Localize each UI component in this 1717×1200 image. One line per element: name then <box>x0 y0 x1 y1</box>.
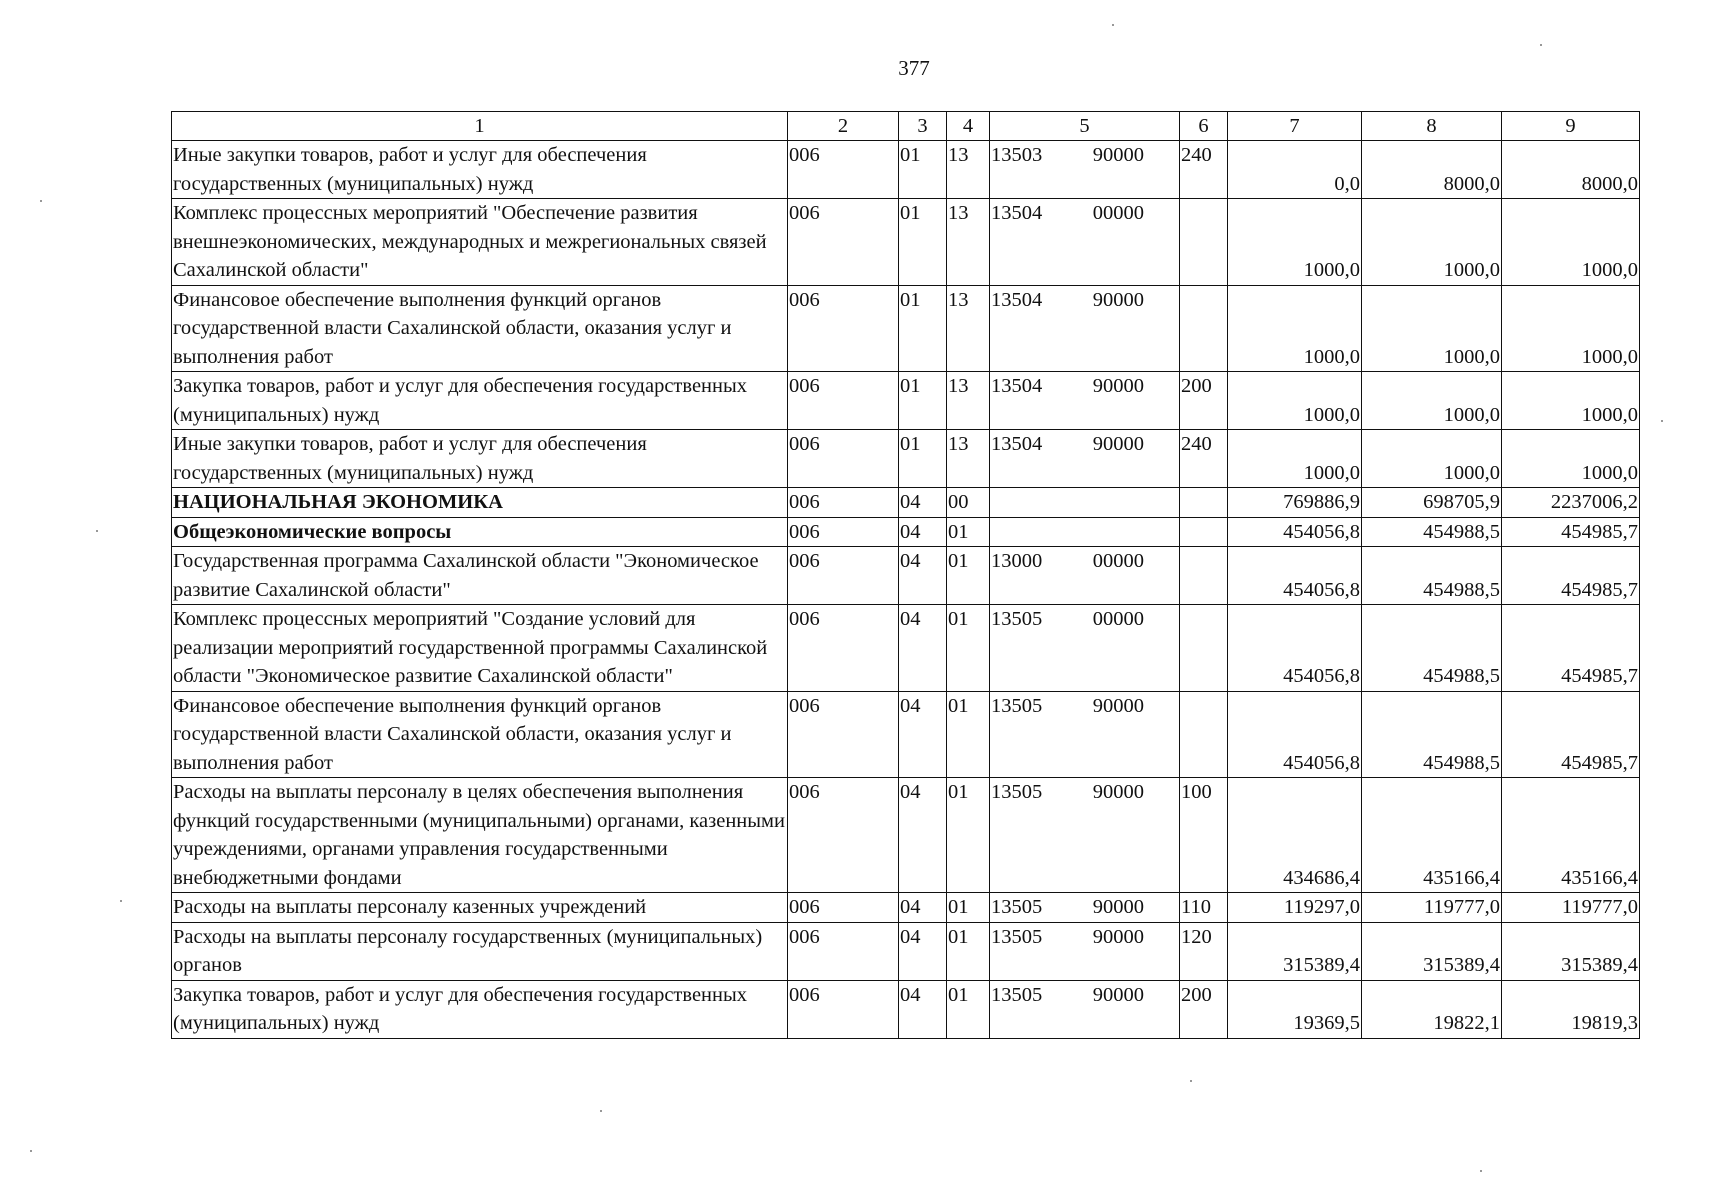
target-article-code <box>991 923 1178 952</box>
target-article-code <box>991 372 1178 401</box>
code-subsection: 01 <box>947 605 990 692</box>
code-administrator: 006 <box>788 141 899 199</box>
row-name: Финансовое обеспечение выполнения функций органов государственной власти Сахалинской области, оказания услуг и выполнения работ <box>172 285 788 372</box>
amount-year-3: 454985,7 <box>1502 691 1640 778</box>
code-section: 01 <box>899 285 947 372</box>
code-target-article <box>990 430 1180 488</box>
code-expense-type <box>1180 488 1228 518</box>
scan-speck <box>120 900 122 902</box>
code-target-article <box>990 922 1180 980</box>
scan-speck <box>30 1150 32 1152</box>
amount-year-2: 1000,0 <box>1362 199 1502 286</box>
header-row <box>172 112 1640 141</box>
code-administrator: 006 <box>788 893 899 923</box>
target-article-code <box>991 778 1178 807</box>
table-row <box>172 430 1640 488</box>
budget-table <box>171 111 1640 1039</box>
table-row <box>172 372 1640 430</box>
code-expense-type: 120 <box>1180 922 1228 980</box>
target-article-code <box>991 286 1178 315</box>
code-subsection: 01 <box>947 517 990 547</box>
code-expense-type: 200 <box>1180 980 1228 1038</box>
code-subsection: 13 <box>947 430 990 488</box>
target-article-program: 13504 <box>991 288 1043 311</box>
amount-year-1: 19369,5 <box>1228 980 1362 1038</box>
scan-speck <box>600 1110 602 1112</box>
code-subsection: 01 <box>947 980 990 1038</box>
amount-year-3: 8000,0 <box>1502 141 1640 199</box>
code-section: 04 <box>899 980 947 1038</box>
amount-year-1: 454056,8 <box>1228 691 1362 778</box>
amount-year-3: 454985,7 <box>1502 517 1640 547</box>
code-expense-type: 110 <box>1180 893 1228 923</box>
code-section: 01 <box>899 199 947 286</box>
row-name: Закупка товаров, работ и услуг для обеспечения государственных (муниципальных) нужд <box>172 980 788 1038</box>
amount-year-3: 1000,0 <box>1502 285 1640 372</box>
amount-year-1: 315389,4 <box>1228 922 1362 980</box>
amount-year-2: 1000,0 <box>1362 285 1502 372</box>
code-section: 01 <box>899 372 947 430</box>
header-cell: 1 <box>172 112 788 141</box>
amount-year-1: 1000,0 <box>1228 372 1362 430</box>
amount-year-2: 454988,5 <box>1362 691 1502 778</box>
code-target-article <box>990 691 1180 778</box>
target-article-program: 13505 <box>991 983 1043 1006</box>
header-cell: 5 <box>990 112 1180 141</box>
amount-year-2: 1000,0 <box>1362 372 1502 430</box>
code-expense-type: 100 <box>1180 778 1228 893</box>
code-section: 01 <box>899 141 947 199</box>
row-name: Расходы на выплаты персоналу в целях обеспечения выполнения функций государственными (муниципальными) органами, казенными учреждениями, органами управления государственными внебюджетными фондами <box>172 778 788 893</box>
amount-year-3: 1000,0 <box>1502 372 1640 430</box>
target-article-code <box>991 547 1178 576</box>
target-article-program: 13504 <box>991 202 1043 224</box>
amount-year-1: 119297,0 <box>1228 893 1362 923</box>
code-administrator: 006 <box>788 372 899 430</box>
table-row <box>172 199 1640 286</box>
amount-year-2: 19822,1 <box>1362 980 1502 1038</box>
header-cell: 6 <box>1180 112 1228 141</box>
scan-speck <box>40 200 42 202</box>
header-cell: 4 <box>947 112 990 141</box>
code-target-article <box>990 778 1180 893</box>
target-article-direction: 90000 <box>1092 375 1144 397</box>
row-name: Государственная программа Сахалинской области "Экономическое развитие Сахалинской области" <box>172 547 788 605</box>
code-section: 04 <box>899 922 947 980</box>
target-article-program: 13504 <box>991 433 1043 455</box>
code-expense-type <box>1180 605 1228 692</box>
code-subsection: 13 <box>947 285 990 372</box>
header-cell: 2 <box>788 112 899 141</box>
code-section: 04 <box>899 605 947 692</box>
code-subsection: 00 <box>947 488 990 518</box>
target-article-program: 13504 <box>991 375 1043 397</box>
row-name: Иные закупки товаров, работ и услуг для обеспечения государственных (муниципальных) нужд <box>172 430 788 488</box>
code-subsection: 01 <box>947 893 990 923</box>
amount-year-1: 454056,8 <box>1228 605 1362 692</box>
target-article-direction: 00000 <box>1092 202 1144 224</box>
amount-year-3: 1000,0 <box>1502 199 1640 286</box>
amount-year-2: 8000,0 <box>1362 141 1502 199</box>
target-article-program: 13505 <box>991 896 1043 918</box>
target-article-program: 13505 <box>991 608 1043 630</box>
target-article-program: 13505 <box>991 781 1043 803</box>
code-target-article <box>990 893 1180 923</box>
scan-speck <box>1540 44 1542 46</box>
target-article-code <box>991 199 1178 228</box>
row-name: НАЦИОНАЛЬНАЯ ЭКОНОМИКА <box>172 488 788 518</box>
code-expense-type: 200 <box>1180 372 1228 430</box>
row-name: Общеэкономические вопросы <box>172 517 788 547</box>
table-row <box>172 517 1640 547</box>
target-article-code <box>991 981 1178 1010</box>
code-target-article <box>990 547 1180 605</box>
amount-year-2: 119777,0 <box>1362 893 1502 923</box>
target-article-direction: 90000 <box>1092 781 1144 803</box>
amount-year-1: 1000,0 <box>1228 285 1362 372</box>
code-administrator: 006 <box>788 778 899 893</box>
amount-year-1: 454056,8 <box>1228 547 1362 605</box>
row-name: Комплекс процессных мероприятий "Создание условий для реализации мероприятий государственной программы Сахалинской области "Экономическое развитие Сахалинской области" <box>172 605 788 692</box>
code-subsection: 13 <box>947 372 990 430</box>
table-row <box>172 285 1640 372</box>
code-administrator: 006 <box>788 605 899 692</box>
code-expense-type: 240 <box>1180 141 1228 199</box>
table-row <box>172 778 1640 893</box>
amount-year-3: 2237006,2 <box>1502 488 1640 518</box>
code-section: 04 <box>899 778 947 893</box>
code-administrator: 006 <box>788 517 899 547</box>
code-subsection: 01 <box>947 691 990 778</box>
code-target-article <box>990 199 1180 286</box>
code-target-article <box>990 605 1180 692</box>
table-row <box>172 488 1640 518</box>
target-article-direction: 90000 <box>1092 288 1144 311</box>
amount-year-3: 119777,0 <box>1502 893 1640 923</box>
amount-year-2: 454988,5 <box>1362 547 1502 605</box>
code-expense-type <box>1180 285 1228 372</box>
code-administrator: 006 <box>788 980 899 1038</box>
target-article-direction: 90000 <box>1092 144 1144 166</box>
table-row <box>172 141 1640 199</box>
target-article-direction: 90000 <box>1092 925 1144 948</box>
code-administrator: 006 <box>788 691 899 778</box>
amount-year-1: 1000,0 <box>1228 199 1362 286</box>
code-administrator: 006 <box>788 488 899 518</box>
code-administrator: 006 <box>788 547 899 605</box>
amount-year-3: 454985,7 <box>1502 605 1640 692</box>
code-target-article <box>990 517 1180 547</box>
scan-speck <box>1112 24 1114 26</box>
code-administrator: 006 <box>788 285 899 372</box>
amount-year-3: 1000,0 <box>1502 430 1640 488</box>
amount-year-3: 315389,4 <box>1502 922 1640 980</box>
code-expense-type <box>1180 691 1228 778</box>
row-name: Финансовое обеспечение выполнения функций органов государственной власти Сахалинской области, оказания услуг и выполнения работ <box>172 691 788 778</box>
code-expense-type <box>1180 517 1228 547</box>
code-target-article <box>990 285 1180 372</box>
target-article-program: 13000 <box>991 550 1043 572</box>
code-subsection: 01 <box>947 778 990 893</box>
scan-speck <box>1480 1170 1482 1172</box>
amount-year-1: 454056,8 <box>1228 517 1362 547</box>
code-target-article <box>990 980 1180 1038</box>
code-target-article <box>990 488 1180 518</box>
target-article-direction: 90000 <box>1092 433 1144 455</box>
code-subsection: 13 <box>947 199 990 286</box>
table-row <box>172 922 1640 980</box>
code-target-article <box>990 141 1180 199</box>
target-article-code <box>991 893 1178 922</box>
header-cell: 3 <box>899 112 947 141</box>
page-number: 377 <box>898 56 930 80</box>
target-article-direction: 90000 <box>1092 896 1144 918</box>
code-expense-type <box>1180 199 1228 286</box>
code-expense-type <box>1180 547 1228 605</box>
code-section: 04 <box>899 517 947 547</box>
amount-year-2: 454988,5 <box>1362 517 1502 547</box>
table-row <box>172 605 1640 692</box>
target-article-code <box>991 430 1178 459</box>
target-article-direction: 90000 <box>1092 694 1144 717</box>
scan-speck <box>1190 1080 1192 1082</box>
code-administrator: 006 <box>788 922 899 980</box>
header-cell: 8 <box>1362 112 1502 141</box>
target-article-program: 13503 <box>991 144 1043 166</box>
amount-year-2: 454988,5 <box>1362 605 1502 692</box>
amount-year-2: 698705,9 <box>1362 488 1502 518</box>
code-section: 04 <box>899 691 947 778</box>
table-row <box>172 893 1640 923</box>
row-name: Закупка товаров, работ и услуг для обеспечения государственных (муниципальных) нужд <box>172 372 788 430</box>
amount-year-3: 435166,4 <box>1502 778 1640 893</box>
amount-year-1: 1000,0 <box>1228 430 1362 488</box>
target-article-program: 13505 <box>991 925 1043 948</box>
amount-year-3: 454985,7 <box>1502 547 1640 605</box>
table-row <box>172 547 1640 605</box>
row-name: Расходы на выплаты персоналу государственных (муниципальных) органов <box>172 922 788 980</box>
target-article-direction: 00000 <box>1092 550 1144 572</box>
target-article-code <box>991 692 1178 721</box>
target-article-direction: 90000 <box>1092 983 1144 1006</box>
target-article-code <box>991 605 1178 634</box>
code-target-article <box>990 372 1180 430</box>
amount-year-1: 434686,4 <box>1228 778 1362 893</box>
amount-year-1: 769886,9 <box>1228 488 1362 518</box>
row-name: Иные закупки товаров, работ и услуг для обеспечения государственных (муниципальных) нужд <box>172 141 788 199</box>
amount-year-2: 435166,4 <box>1362 778 1502 893</box>
amount-year-3: 19819,3 <box>1502 980 1640 1038</box>
amount-year-2: 315389,4 <box>1362 922 1502 980</box>
header-cell: 9 <box>1502 112 1640 141</box>
amount-year-1: 0,0 <box>1228 141 1362 199</box>
code-subsection: 13 <box>947 141 990 199</box>
code-expense-type: 240 <box>1180 430 1228 488</box>
code-section: 01 <box>899 430 947 488</box>
scan-speck <box>96 530 98 532</box>
code-administrator: 006 <box>788 199 899 286</box>
code-subsection: 01 <box>947 547 990 605</box>
code-section: 04 <box>899 488 947 518</box>
target-article-program: 13505 <box>991 694 1043 717</box>
code-section: 04 <box>899 893 947 923</box>
table-row <box>172 980 1640 1038</box>
row-name: Расходы на выплаты персоналу казенных учреждений <box>172 893 788 923</box>
header-cell: 7 <box>1228 112 1362 141</box>
amount-year-2: 1000,0 <box>1362 430 1502 488</box>
table-row <box>172 691 1640 778</box>
code-administrator: 006 <box>788 430 899 488</box>
row-name: Комплекс процессных мероприятий "Обеспечение развития внешнеэкономических, международных и межрегиональных связей Сахалинской области" <box>172 199 788 286</box>
code-section: 04 <box>899 547 947 605</box>
code-subsection: 01 <box>947 922 990 980</box>
target-article-direction: 00000 <box>1092 608 1144 630</box>
scan-speck <box>1661 420 1663 422</box>
target-article-code <box>991 141 1178 170</box>
